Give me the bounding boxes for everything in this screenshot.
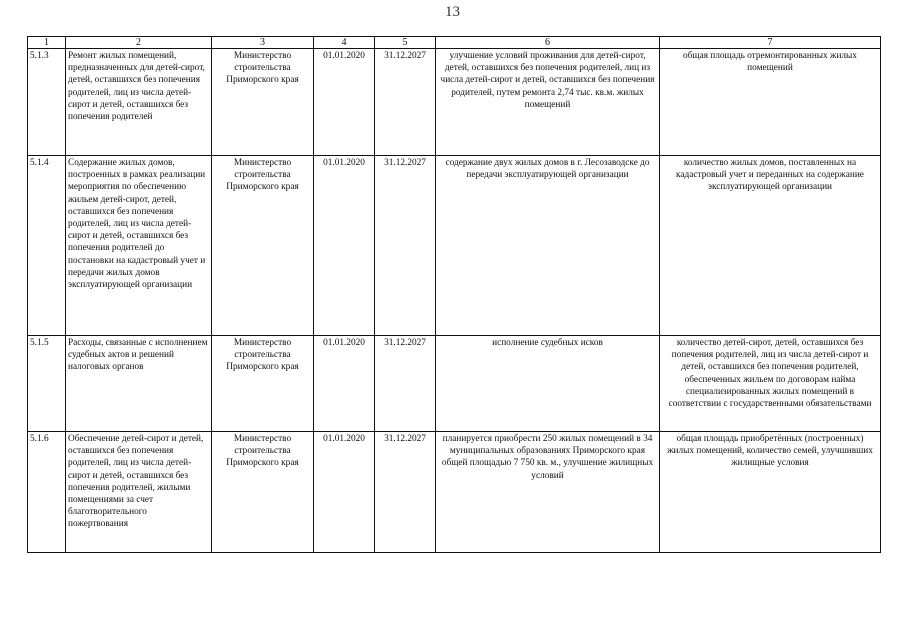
row-indicator: количество жилых домов, поставленных на кадастровый учет и переданных на содержание эксплуатирующей организации [660,156,881,336]
row-executor: Министерство строительства Приморского края [212,432,314,553]
row-name: Обеспечение детей-сирот и детей, оставшихся без попечения родителей, лиц из числа детей-сирот и детей, оставшихся без попечения родителей, жилыми помещениями за счет благотворительного пожертвования [66,432,212,553]
row-start-date: 01.01.2020 [314,49,375,156]
row-number: 5.1.6 [28,432,66,553]
row-indicator: общая площадь приобретённых (построенных) жилых помещений, количество семей, улучшивших жилищные условия [660,432,881,553]
row-name: Содержание жилых домов, построенных в рамках реализации мероприятия по обеспечению жильем детей-сирот, детей, оставшихся без попечения родителей, лиц из числа детей-сирот и детей, оставшихся без попечения родителей до постановки на кадастровый учет и передачи жилых домов эксплуатирующей организации [66,156,212,336]
row-number: 5.1.3 [28,49,66,156]
row-executor: Министерство строительства Приморского края [212,336,314,432]
row-start-date: 01.01.2020 [314,156,375,336]
row-end-date: 31.12.2027 [375,336,436,432]
row-number: 5.1.4 [28,156,66,336]
row-result: исполнение судебных исков [436,336,660,432]
table-row [28,432,881,553]
header-col-2: 2 [66,37,212,49]
table-row [28,49,881,156]
table-row [28,336,881,432]
row-start-date: 01.01.2020 [314,336,375,432]
header-col-3: 3 [212,37,314,49]
table-row [28,156,881,336]
row-result: содержание двух жилых домов в г. Лесозаводске до передачи эксплуатирующей организации [436,156,660,336]
row-result: планируется приобрести 250 жилых помещений в 34 муниципальных образованиях Приморского края общей площадью 7 750 кв. м., улучшение жилищных условий [436,432,660,553]
header-col-5: 5 [375,37,436,49]
row-end-date: 31.12.2027 [375,156,436,336]
row-end-date: 31.12.2027 [375,49,436,156]
row-executor: Министерство строительства Приморского края [212,49,314,156]
header-row [28,37,881,49]
row-name: Ремонт жилых помещений, предназначенных для детей-сирот, детей, оставшихся без попечения родителей, лиц из числа детей-сирот и детей, оставшихся без попечения родителей [66,49,212,156]
row-name: Расходы, связанные с исполнением судебных актов и решений налоговых органов [66,336,212,432]
row-indicator: количество детей-сирот, детей, оставшихся без попечения родителей, лиц из числа детей-сирот и детей, оставшихся без попечения родителей, обеспеченных жильем по договорам найма специализированных жилых помещений в соответствии с государственными обязательствами [660,336,881,432]
header-col-7: 7 [660,37,881,49]
row-indicator: общая площадь отремонтированных жилых помещений [660,49,881,156]
page-number: 13 [445,4,460,20]
program-table [27,36,881,553]
header-col-1: 1 [28,37,66,49]
header-col-4: 4 [314,37,375,49]
header-col-6: 6 [436,37,660,49]
row-end-date: 31.12.2027 [375,432,436,553]
row-result: улучшение условий проживания для детей-сирот, детей, оставшихся без попечения родителей, лиц из числа детей-сирот и детей, оставшихся без попечения родителей, путем ремонта 2,74 тыс. кв.м. жилых помещений [436,49,660,156]
row-executor: Министерство строительства Приморского края [212,156,314,336]
row-number: 5.1.5 [28,336,66,432]
row-start-date: 01.01.2020 [314,432,375,553]
